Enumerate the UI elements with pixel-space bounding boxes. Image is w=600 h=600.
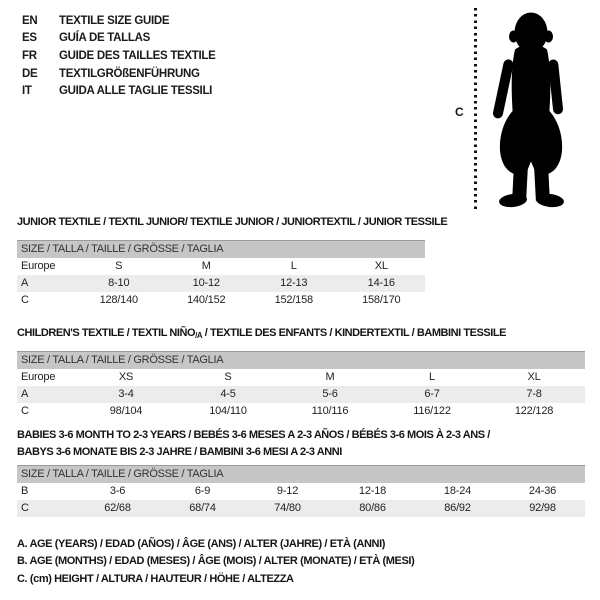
table-row [17,483,585,500]
row-label: B [21,485,29,497]
legend-line-c: C. (cm) HEIGHT / ALTURA / HAUTEUR / HÖHE / ALTEZZA [17,572,294,585]
height-measure-label: C [455,105,464,119]
table-cell: 3-6 [109,485,126,497]
table-row [17,369,585,386]
row-label: C [21,294,29,306]
size-header-label: SIZE / TALLA / TAILLE / GRÖSSE / TAGLIA [17,466,585,483]
language-text: TEXTILE SIZE GUIDE [59,14,170,27]
row-label: A [17,386,75,403]
table-cell: 158/170 [362,294,401,306]
table-cell: 3-4 [75,386,177,403]
table-cell: L [429,371,435,383]
language-row-es [22,30,216,48]
size-header-bar [17,466,585,483]
table-cell: 62/68 [75,500,160,517]
language-row-fr [22,47,216,65]
table-cell: 140/152 [187,294,226,306]
table-cell: 122/128 [514,405,554,417]
language-text: GUIDA ALLE TAGLIE TESSILI [59,85,213,98]
children-section-title [17,327,506,340]
table-cell: XL [374,260,388,272]
junior-section-title: JUNIOR TEXTILE / TEXTIL JUNIOR/ TEXTILE JUNIOR / JUNIORTEXTIL / JUNIOR TESSILE [17,216,448,228]
table-cell: 116/122 [413,405,451,417]
table-cell: 6-7 [381,386,483,403]
language-code: IT [22,85,32,98]
babies-title-line1: BABIES 3-6 MONTH TO 2-3 YEARS / BEBÉS 3-6 MESES A 2-3 AÑOS / BÉBÉS 3-6 MOIS À 2-3 ANS / [17,429,490,441]
children-title-subscript: /A [195,331,203,340]
table-cell: 12-18 [358,485,387,497]
row-label: Europe [21,260,56,272]
table-cell: 92/98 [500,500,585,517]
table-cell: 68/74 [160,500,245,517]
table-cell: 9-12 [276,485,299,497]
table-cell: 18-24 [443,485,472,497]
row-label: C [21,405,29,417]
legend-line-b: B. AGE (MONTHS) / EDAD (MESES) / ÂGE (MOIS) / ALTER (MONATE) / ETÀ (MESI) [17,555,415,568]
table-cell: S [115,260,123,272]
language-list [22,12,216,100]
language-row-it [22,82,216,100]
language-text: TEXTILGRÖßENFÜHRUNG [59,67,200,80]
table-row [17,275,425,292]
babies-size-table [17,465,585,517]
table-cell: 4-5 [177,386,279,403]
table-row [17,403,585,420]
table-cell: 104/110 [209,405,247,417]
table-cell: 24-36 [528,485,557,497]
height-measure-dotted-line [474,8,477,212]
row-label: A [17,275,75,292]
junior-size-table [17,240,425,309]
size-header-bar [17,241,425,258]
table-cell: M [201,260,211,272]
row-label: C [17,500,75,517]
table-cell: 5-6 [279,386,381,403]
babies-section-title [17,427,490,460]
babies-title-line2: BABYS 3-6 MONATE BIS 2-3 JAHRE / BAMBINI 3-6 MESI A 2-3 ANNI [17,445,342,458]
table-cell: S [224,371,232,383]
size-header-bar [17,352,585,369]
table-cell: 98/104 [109,405,143,417]
table-cell: 74/80 [245,500,330,517]
baby-silhouette-icon [484,9,578,210]
language-row-de [22,65,216,83]
table-cell: 6-9 [194,485,211,497]
row-label: Europe [21,371,56,383]
table-cell: 80/86 [330,500,415,517]
table-row [17,292,425,309]
language-code: FR [22,49,37,62]
table-row [17,500,585,517]
table-cell: 10-12 [163,275,251,292]
table-cell: XS [118,371,134,383]
size-header-label: SIZE / TALLA / TAILLE / GRÖSSE / TAGLIA [17,352,585,369]
language-code: EN [22,14,38,27]
size-header-label: SIZE / TALLA / TAILLE / GRÖSSE / TAGLIA [17,241,425,258]
legend-line-a: A. AGE (YEARS) / EDAD (AÑOS) / ÂGE (ANS) / ALTER (JAHRE) / ETÀ (ANNI) [17,538,385,550]
table-cell: 152/158 [274,294,313,306]
table-cell: 86/92 [415,500,500,517]
children-size-table [17,351,585,420]
table-cell: M [325,371,335,383]
table-cell: XL [527,371,541,383]
table-cell: 110/116 [311,405,349,417]
table-cell: 12-13 [250,275,338,292]
table-row [17,386,585,403]
language-row-en [22,12,216,30]
language-code: DE [22,67,38,80]
children-title-post: / TEXTILE DES ENFANTS / KINDERTEXTIL / BAMBINI TESSILE [202,327,507,339]
table-cell: 8-10 [75,275,163,292]
language-code: ES [22,32,37,45]
language-text: GUIDE DES TAILLES TEXTILE [59,49,216,62]
table-row [17,258,425,275]
children-title-pre: CHILDREN'S TEXTILE / TEXTIL NIÑO [17,327,196,339]
table-cell: 14-16 [338,275,426,292]
table-cell: 128/140 [99,294,138,306]
measure-legend [17,536,414,588]
table-cell: 7-8 [483,386,585,403]
language-text: GUÍA DE TALLAS [59,32,150,45]
table-cell: L [290,260,297,272]
